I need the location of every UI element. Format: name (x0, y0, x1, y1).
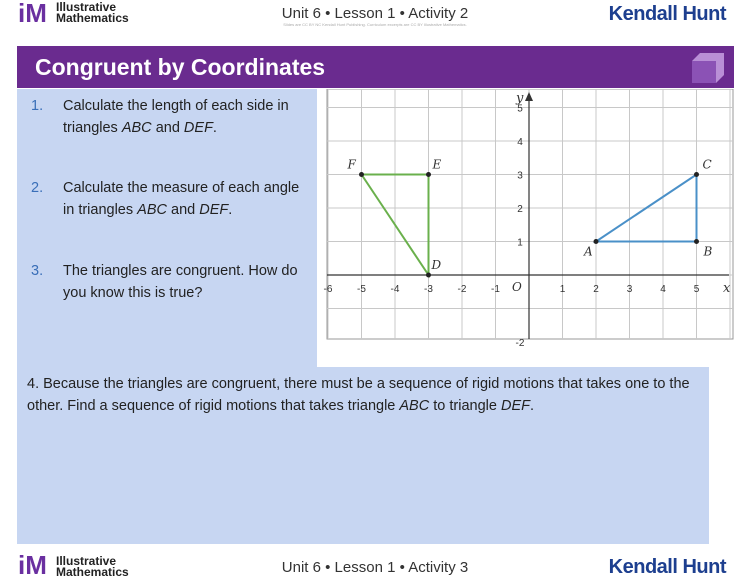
y-tick-label: 5 (517, 103, 523, 115)
x-tick-label: -5 (357, 284, 366, 295)
publisher-logo: Kendall Hunt (608, 3, 726, 25)
question-text: Calculate the length of each side in triangles ABC and DEF. (63, 98, 289, 136)
question-number: 3. (31, 263, 44, 279)
y-axis-arrow-icon (525, 92, 533, 101)
x-tick-label: -6 (323, 284, 333, 295)
y-tick-label: 2 (517, 204, 523, 215)
top-bar (0, 0, 750, 32)
origin-label: O (512, 280, 522, 294)
x-tick-label: 4 (660, 284, 666, 295)
y-tick-label: 3 (517, 170, 523, 182)
page-title: Congruent by Coordinates (35, 54, 326, 80)
point-label-f: F (347, 157, 356, 172)
point-e (426, 172, 431, 177)
lesson-title: Unit 6 • Lesson 1 • Activity 2 (281, 5, 469, 22)
point-label-b: B (703, 244, 713, 259)
logo-line-1: Illustrative (56, 0, 117, 14)
x-tick-label: -4 (390, 284, 400, 295)
question-number: 2. (31, 180, 44, 196)
point-label-a: A (584, 244, 593, 259)
point-f (359, 172, 364, 177)
bottom-bar (0, 548, 750, 580)
next-arrow-icon[interactable] (692, 53, 724, 83)
question-4-text: 4. Because the triangles are congruent, there must be a sequence of rigid motions that takes one to the other. Find a sequence of rigid motions that takes triangle ABC to triangle DEF. (27, 376, 690, 414)
y-tick-label: 4 (517, 137, 523, 148)
point-label-d: D (431, 258, 442, 272)
question-number: 1. (31, 98, 44, 114)
x-tick-label: 3 (626, 284, 633, 295)
y-tick-label: 1 (517, 237, 523, 249)
point-c (694, 172, 699, 177)
logo-line-2: Mathematics (56, 565, 129, 579)
im-logo-icon: iM (18, 550, 47, 580)
x-tick-label: 5 (693, 284, 700, 295)
point-b (694, 239, 699, 244)
point-a (594, 239, 599, 244)
point-label-c: C (702, 157, 712, 172)
x-tick-label: -3 (424, 284, 433, 295)
graph-svg (317, 89, 735, 367)
coordinate-graph (317, 89, 735, 367)
x-tick-label: 2 (593, 284, 599, 295)
questions-panel (17, 89, 317, 367)
next-lesson-title: Unit 6 • Lesson 1 • Activity 3 (281, 559, 469, 576)
x-axis-label: x (723, 281, 731, 296)
activity-header (17, 46, 734, 88)
im-logo-icon: iM (18, 0, 47, 28)
y-tick-label: -2 (515, 338, 525, 349)
question-4-panel (17, 367, 709, 544)
publisher-logo: Kendall Hunt (608, 556, 726, 578)
logo-line-1: Illustrative (56, 554, 117, 568)
x-tick-label: 1 (559, 284, 566, 295)
x-tick-label: -2 (457, 284, 467, 295)
point-d (426, 273, 431, 278)
question-text: The triangles are congruent. How do you know this is true? (63, 263, 298, 301)
credits-line: Slides are CC BY NC Kendall Hunt Publishing. Curriculum excerpts are CC BY Illustrative Mathematics. (283, 22, 467, 27)
x-tick-label: -1 (491, 284, 500, 295)
point-label-e: E (432, 157, 442, 172)
question-text: Calculate the measure of each angle in triangles ABC and DEF. (63, 180, 300, 218)
y-axis-label: y (516, 91, 524, 106)
logo-line-2: Mathematics (56, 11, 129, 25)
